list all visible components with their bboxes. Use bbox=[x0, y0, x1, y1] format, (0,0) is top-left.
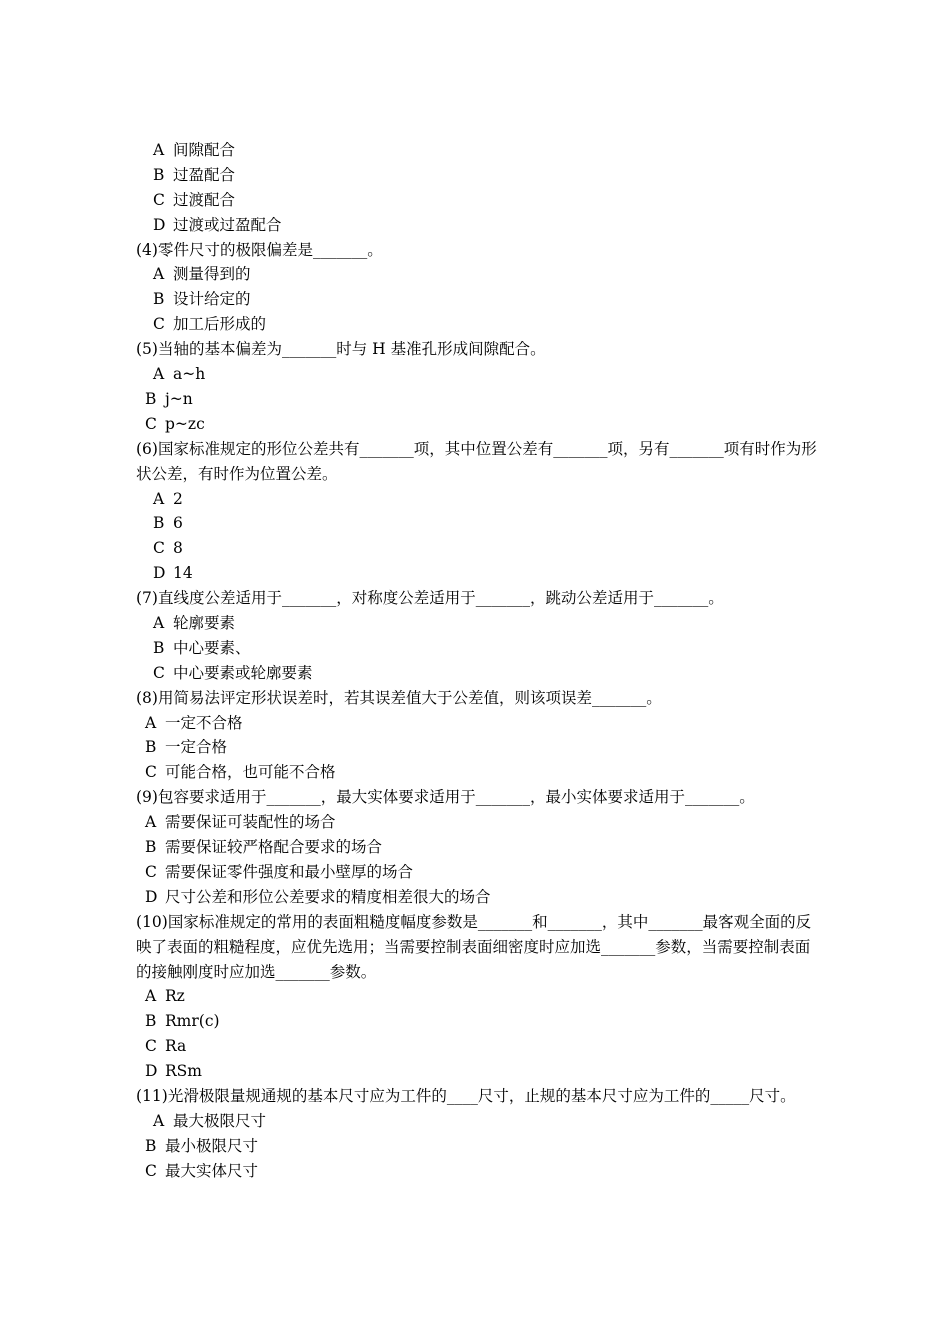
option-text: p~zc bbox=[165, 414, 205, 433]
option-letter: A bbox=[153, 614, 165, 632]
option-text: 一定不合格 bbox=[165, 713, 243, 732]
option-item bbox=[136, 287, 820, 312]
option-item bbox=[136, 611, 820, 636]
option-text: 需要保证零件强度和最小壁厚的场合 bbox=[165, 862, 414, 881]
option-item bbox=[136, 1134, 820, 1159]
option-text: 轮廓要素 bbox=[173, 614, 236, 632]
option-text: Rmr(c) bbox=[165, 1012, 220, 1031]
option-letter: B bbox=[153, 165, 165, 184]
option-text: 需要保证可装配性的场合 bbox=[165, 813, 336, 832]
option-item bbox=[136, 860, 820, 885]
option-item bbox=[136, 885, 820, 910]
option-text: 尺寸公差和形位公差要求的精度相差很大的场合 bbox=[165, 887, 491, 906]
option-text: 一定合格 bbox=[165, 738, 228, 757]
option-item bbox=[136, 163, 820, 188]
question-text: (5)当轴的基本偏差为_______时与 H 基准孔形成间隙配合。 bbox=[136, 340, 546, 359]
option-letter: A bbox=[153, 489, 165, 508]
option-letter: C bbox=[153, 190, 165, 209]
option-letter: A bbox=[145, 713, 157, 732]
option-text: 6 bbox=[173, 514, 183, 533]
option-text: 8 bbox=[173, 539, 183, 558]
option-letter: B bbox=[153, 514, 165, 533]
option-text: j~n bbox=[165, 389, 193, 408]
option-item bbox=[136, 1034, 820, 1059]
option-item bbox=[136, 636, 820, 661]
option-item bbox=[136, 1109, 820, 1134]
option-letter: A bbox=[153, 1111, 165, 1130]
option-item bbox=[136, 487, 820, 512]
question-text: (11)光滑极限量规通规的基本尺寸应为工件的____尺寸，止规的基本尺寸应为工件的_____尺寸。 bbox=[136, 1087, 796, 1105]
option-letter: B bbox=[145, 838, 157, 857]
option-text: 最大实体尺寸 bbox=[165, 1161, 259, 1180]
option-text: 最小极限尺寸 bbox=[165, 1136, 259, 1155]
option-letter: B bbox=[153, 290, 165, 309]
option-letter: A bbox=[153, 365, 165, 384]
option-letter: C bbox=[145, 1161, 157, 1180]
option-text: 14 bbox=[173, 564, 193, 583]
option-item bbox=[136, 138, 820, 163]
option-text: 间隙配合 bbox=[173, 141, 236, 159]
option-letter: C bbox=[145, 763, 157, 782]
option-text: 2 bbox=[173, 489, 183, 508]
option-item bbox=[136, 213, 820, 238]
option-item bbox=[136, 188, 820, 213]
option-text: 可能合格，也可能不合格 bbox=[165, 763, 336, 782]
option-item bbox=[136, 711, 820, 736]
option-letter: B bbox=[145, 738, 157, 757]
option-letter: B bbox=[145, 389, 157, 408]
option-text: 过渡配合 bbox=[173, 190, 236, 209]
option-text: 设计给定的 bbox=[173, 290, 251, 309]
option-letter: A bbox=[145, 813, 157, 832]
option-text: 加工后形成的 bbox=[173, 315, 267, 334]
option-text: 过盈配合 bbox=[173, 165, 236, 184]
option-letter: B bbox=[153, 638, 165, 657]
option-item bbox=[136, 387, 820, 412]
option-letter: D bbox=[153, 564, 166, 583]
option-text: RSm bbox=[165, 1062, 202, 1081]
option-item bbox=[136, 810, 820, 835]
question-text: (10)国家标准规定的常用的表面粗糙度幅度参数是_______和_______，其中_______最客观全面的反映了表面的粗糙程度，应优先选用；当需要控制表面细密度时应加选_______参数，当需要控制表面的接触刚度时应加选_______参数。 bbox=[136, 912, 812, 981]
option-item bbox=[136, 735, 820, 760]
option-item bbox=[136, 312, 820, 337]
option-letter: A bbox=[153, 141, 165, 159]
question-text: (8)用简易法评定形状误差时，若其误差值大于公差值，则该项误差_______。 bbox=[136, 688, 662, 707]
option-item bbox=[136, 412, 820, 437]
option-text: a~h bbox=[173, 365, 206, 384]
option-letter: C bbox=[153, 663, 165, 682]
option-item bbox=[136, 262, 820, 287]
option-letter: D bbox=[145, 1062, 158, 1081]
option-letter: B bbox=[145, 1012, 157, 1031]
option-item bbox=[136, 835, 820, 860]
question-text: (7)直线度公差适用于_______，对称度公差适用于_______，跳动公差适用于_______。 bbox=[136, 589, 724, 608]
option-letter: C bbox=[153, 539, 165, 558]
option-letter: A bbox=[153, 265, 165, 284]
document-page bbox=[136, 138, 820, 1184]
option-text: 过渡或过盈配合 bbox=[173, 215, 282, 234]
option-item bbox=[136, 1159, 820, 1184]
option-letter: D bbox=[145, 887, 158, 906]
option-item bbox=[136, 984, 820, 1009]
question-text: (4)零件尺寸的极限偏差是_______。 bbox=[136, 240, 383, 259]
option-text: 中心要素或轮廓要素 bbox=[173, 663, 313, 682]
option-item bbox=[136, 1009, 820, 1034]
option-item bbox=[136, 362, 820, 387]
question-text: (9)包容要求适用于_______，最大实体要求适用于_______，最小实体要求适用于_______。 bbox=[136, 788, 755, 807]
option-letter: C bbox=[145, 862, 157, 881]
option-item bbox=[136, 511, 820, 536]
option-text: 最大极限尺寸 bbox=[173, 1111, 267, 1130]
option-letter: C bbox=[153, 315, 165, 334]
option-text: 测量得到的 bbox=[173, 265, 251, 284]
option-text: 中心要素、 bbox=[173, 638, 251, 657]
option-text: Rz bbox=[165, 987, 185, 1006]
option-item bbox=[136, 536, 820, 561]
option-letter: D bbox=[153, 215, 166, 234]
option-letter: C bbox=[145, 414, 157, 433]
option-item bbox=[136, 561, 820, 586]
option-item bbox=[136, 760, 820, 785]
option-item bbox=[136, 1059, 820, 1084]
option-letter: A bbox=[145, 987, 157, 1006]
option-letter: B bbox=[145, 1136, 157, 1155]
option-item bbox=[136, 661, 820, 686]
question-text: (6)国家标准规定的形位公差共有_______项，其中位置公差有_______项，另有_______项有时作为形状公差，有时作为位置公差。 bbox=[136, 439, 817, 483]
option-text: Ra bbox=[165, 1037, 187, 1056]
option-letter: C bbox=[145, 1037, 157, 1056]
option-text: 需要保证较严格配合要求的场合 bbox=[165, 838, 383, 857]
